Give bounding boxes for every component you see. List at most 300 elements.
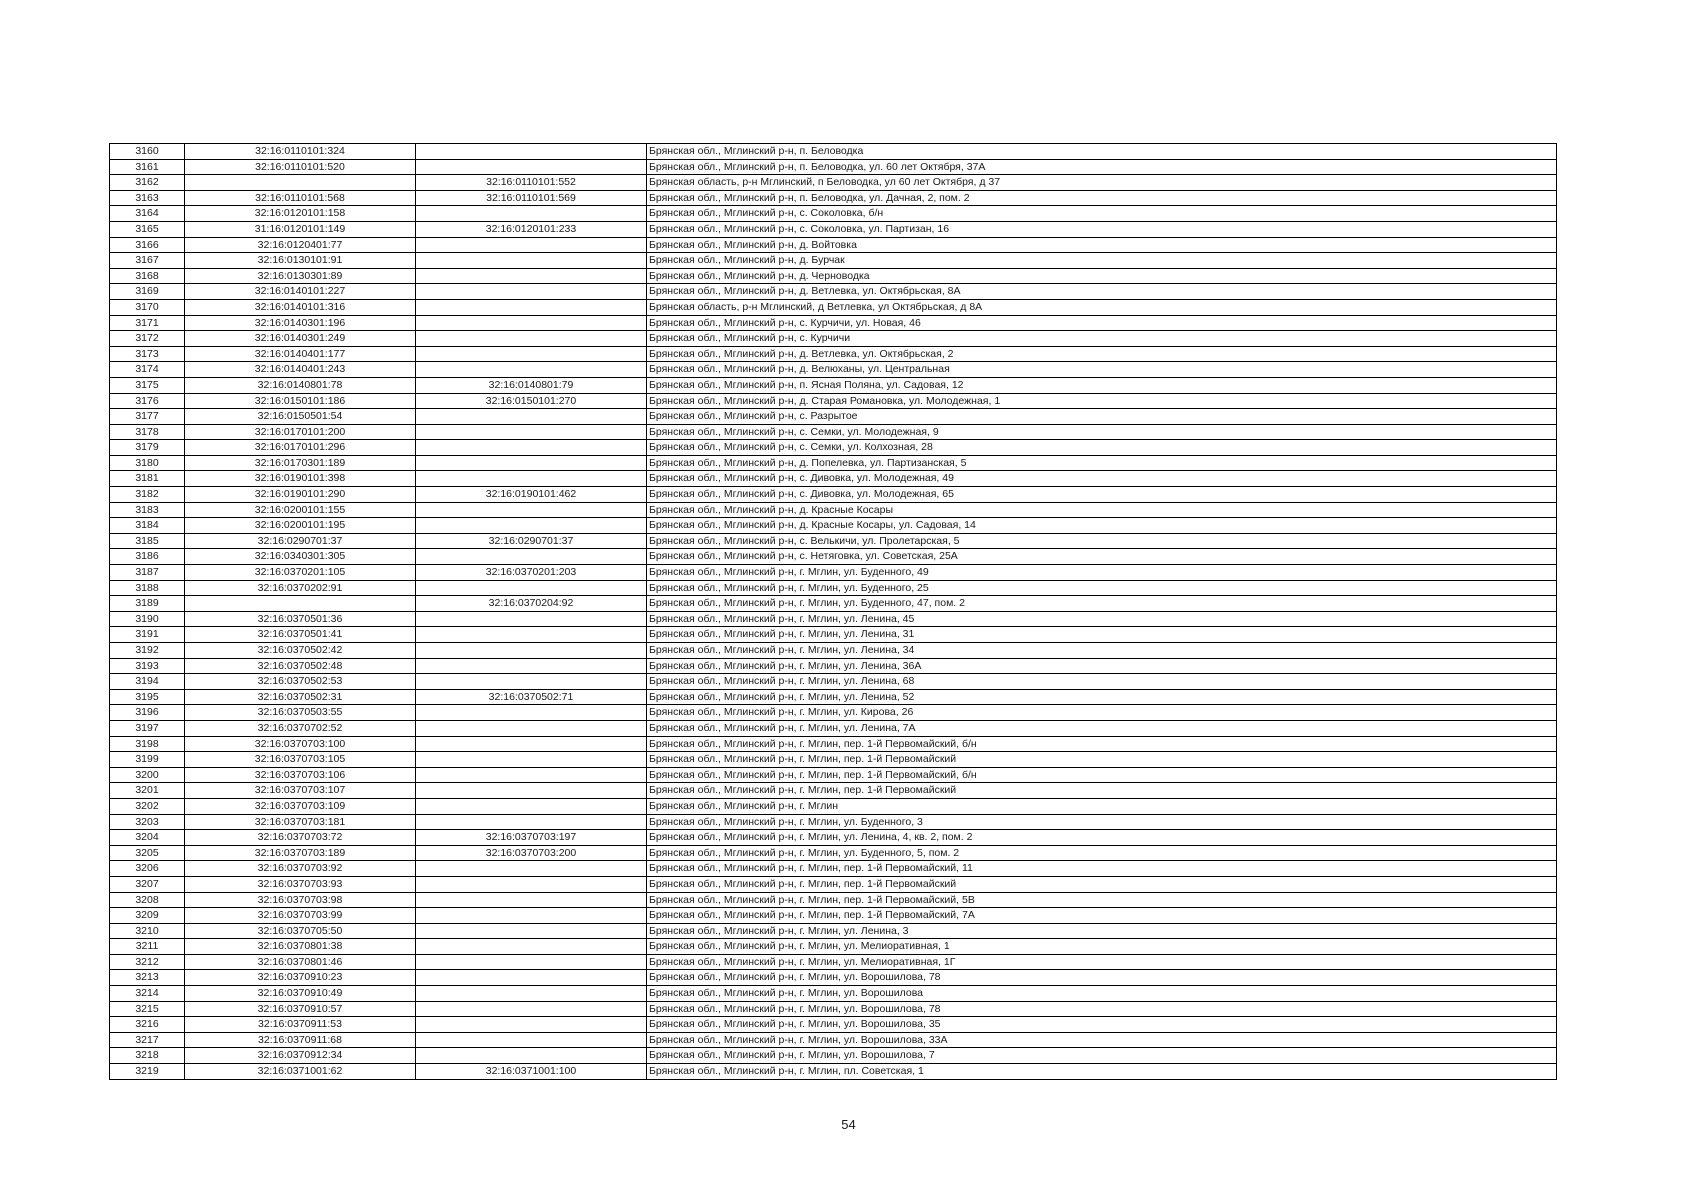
address-cell: Брянская обл., Мглинский р-н, г. Мглин, ул. Ленина, 4, кв. 2, пом. 2	[647, 830, 1557, 846]
table-row	[110, 627, 1557, 643]
address-cell: Брянская обл., Мглинский р-н, г. Мглин, ул. Мелиоративная, 1	[647, 939, 1557, 955]
table-row	[110, 206, 1557, 222]
address-cell: Брянская обл., Мглинский р-н, г. Мглин, ул. Ленина, 52	[647, 689, 1557, 705]
related-cadastral-number-cell	[416, 627, 647, 643]
related-cadastral-number-cell: 32:16:0190101:462	[416, 487, 647, 503]
table-row	[110, 923, 1557, 939]
table-row	[110, 487, 1557, 503]
address-cell: Брянская обл., Мглинский р-н, д. Ветлевка, ул. Октябрьская, 8А	[647, 284, 1557, 300]
table-row	[110, 440, 1557, 456]
address-cell: Брянская обл., Мглинский р-н, г. Мглин, ул. Буденного, 3	[647, 814, 1557, 830]
table-row	[110, 674, 1557, 690]
table-row	[110, 1001, 1557, 1017]
related-cadastral-number-cell	[416, 736, 647, 752]
cadastral-number-cell: 32:16:0110101:568	[185, 190, 416, 206]
table-row	[110, 861, 1557, 877]
table-row	[110, 752, 1557, 768]
related-cadastral-number-cell	[416, 798, 647, 814]
table-row	[110, 1064, 1557, 1080]
table-row	[110, 159, 1557, 175]
address-cell: Брянская обл., Мглинский р-н, с. Дивовка, ул. Молодежная, 65	[647, 487, 1557, 503]
row-number-cell: 3212	[110, 954, 185, 970]
address-cell: Брянская обл., Мглинский р-н, г. Мглин, ул. Ворошилова, 78	[647, 970, 1557, 986]
page-number: 54	[841, 1117, 856, 1132]
cadastral-number-cell: 32:16:0120101:158	[185, 206, 416, 222]
row-number-cell: 3162	[110, 175, 185, 191]
table-row	[110, 346, 1557, 362]
related-cadastral-number-cell	[416, 814, 647, 830]
address-cell: Брянская обл., Мглинский р-н, г. Мглин, ул. Буденного, 5, пом. 2	[647, 845, 1557, 861]
table-row	[110, 970, 1557, 986]
cadastral-number-cell: 32:16:0370703:107	[185, 783, 416, 799]
related-cadastral-number-cell: 32:16:0370703:200	[416, 845, 647, 861]
row-number-cell: 3207	[110, 876, 185, 892]
row-number-cell: 3166	[110, 237, 185, 253]
address-cell: Брянская обл., Мглинский р-н, г. Мглин, ул. Ворошилова, 33А	[647, 1032, 1557, 1048]
address-cell: Брянская обл., Мглинский р-н, с. Нетяговка, ул. Советская, 25А	[647, 549, 1557, 565]
address-cell: Брянская обл., Мглинский р-н, с. Курчичи, ул. Новая, 46	[647, 315, 1557, 331]
cadastral-number-cell: 32:16:0370703:99	[185, 908, 416, 924]
row-number-cell: 3198	[110, 736, 185, 752]
cadastral-number-cell: 32:16:0370202:91	[185, 580, 416, 596]
related-cadastral-number-cell	[416, 954, 647, 970]
cadastral-number-cell: 32:16:0370502:48	[185, 658, 416, 674]
cadastral-number-cell: 32:16:0370703:109	[185, 798, 416, 814]
address-cell: Брянская обл., Мглинский р-н, с. Семки, ул. Колхозная, 28	[647, 440, 1557, 456]
address-cell: Брянская обл., Мглинский р-н, п. Беловодка, ул. Дачная, 2, пом. 2	[647, 190, 1557, 206]
table-row	[110, 580, 1557, 596]
address-cell: Брянская обл., Мглинский р-н, г. Мглин, пер. 1-й Первомайский	[647, 752, 1557, 768]
row-number-cell: 3163	[110, 190, 185, 206]
row-number-cell: 3160	[110, 144, 185, 160]
address-cell: Брянская область, р-н Мглинский, д Ветлевка, ул Октябрьская, д 8А	[647, 299, 1557, 315]
address-cell: Брянская обл., Мглинский р-н, с. Семки, ул. Молодежная, 9	[647, 424, 1557, 440]
registry-table	[109, 143, 1557, 1080]
table-row	[110, 299, 1557, 315]
table-row	[110, 268, 1557, 284]
address-cell: Брянская обл., Мглинский р-н, г. Мглин, ул. Ленина, 36А	[647, 658, 1557, 674]
cadastral-number-cell: 32:16:0370703:92	[185, 861, 416, 877]
address-cell: Брянская обл., Мглинский р-н, г. Мглин, пер. 1-й Первомайский	[647, 783, 1557, 799]
table-row	[110, 908, 1557, 924]
row-number-cell: 3216	[110, 1017, 185, 1033]
table-row	[110, 362, 1557, 378]
table-row	[110, 502, 1557, 518]
row-number-cell: 3173	[110, 346, 185, 362]
row-number-cell: 3203	[110, 814, 185, 830]
cadastral-number-cell: 32:16:0170101:200	[185, 424, 416, 440]
related-cadastral-number-cell: 32:16:0110101:552	[416, 175, 647, 191]
cadastral-number-cell: 32:16:0370201:105	[185, 565, 416, 581]
related-cadastral-number-cell	[416, 908, 647, 924]
related-cadastral-number-cell	[416, 299, 647, 315]
address-cell: Брянская обл., Мглинский р-н, г. Мглин, ул. Буденного, 25	[647, 580, 1557, 596]
row-number-cell: 3176	[110, 393, 185, 409]
related-cadastral-number-cell	[416, 674, 647, 690]
related-cadastral-number-cell	[416, 284, 647, 300]
cadastral-number-cell: 32:16:0140801:78	[185, 377, 416, 393]
related-cadastral-number-cell	[416, 1032, 647, 1048]
address-cell: Брянская обл., Мглинский р-н, г. Мглин, пер. 1-й Первомайский, б/н	[647, 736, 1557, 752]
related-cadastral-number-cell	[416, 643, 647, 659]
row-number-cell: 3188	[110, 580, 185, 596]
related-cadastral-number-cell	[416, 1048, 647, 1064]
row-number-cell: 3168	[110, 268, 185, 284]
related-cadastral-number-cell	[416, 424, 647, 440]
address-cell: Брянская обл., Мглинский р-н, г. Мглин, пл. Советская, 1	[647, 1064, 1557, 1080]
table-row	[110, 190, 1557, 206]
address-cell: Брянская обл., Мглинский р-н, д. Попелевка, ул. Партизанская, 5	[647, 455, 1557, 471]
row-number-cell: 3171	[110, 315, 185, 331]
cadastral-number-cell: 32:16:0370703:100	[185, 736, 416, 752]
table-row	[110, 237, 1557, 253]
row-number-cell: 3172	[110, 331, 185, 347]
cadastral-number-cell	[185, 596, 416, 612]
address-cell: Брянская обл., Мглинский р-н, п. Беловодка, ул. 60 лет Октября, 37А	[647, 159, 1557, 175]
address-cell: Брянская обл., Мглинский р-н, д. Ветлевка, ул. Октябрьская, 2	[647, 346, 1557, 362]
address-cell: Брянская обл., Мглинский р-н, д. Велюханы, ул. Центральная	[647, 362, 1557, 378]
related-cadastral-number-cell	[416, 939, 647, 955]
address-cell: Брянская обл., Мглинский р-н, п. Ясная Поляна, ул. Садовая, 12	[647, 377, 1557, 393]
row-number-cell: 3194	[110, 674, 185, 690]
table-row	[110, 767, 1557, 783]
related-cadastral-number-cell: 32:16:0370502:71	[416, 689, 647, 705]
related-cadastral-number-cell	[416, 502, 647, 518]
related-cadastral-number-cell	[416, 471, 647, 487]
table-row	[110, 689, 1557, 705]
cadastral-number-cell: 32:16:0370703:181	[185, 814, 416, 830]
table-row	[110, 814, 1557, 830]
registry-table-body	[110, 144, 1557, 1080]
related-cadastral-number-cell	[416, 611, 647, 627]
address-cell: Брянская обл., Мглинский р-н, с. Курчичи	[647, 331, 1557, 347]
table-row	[110, 284, 1557, 300]
cadastral-number-cell: 32:16:0370912:34	[185, 1048, 416, 1064]
address-cell: Брянская обл., Мглинский р-н, с. Разрытое	[647, 409, 1557, 425]
row-number-cell: 3177	[110, 409, 185, 425]
address-cell: Брянская обл., Мглинский р-н, с. Дивовка, ул. Молодежная, 49	[647, 471, 1557, 487]
row-number-cell: 3189	[110, 596, 185, 612]
address-cell: Брянская обл., Мглинский р-н, п. Беловодка	[647, 144, 1557, 160]
cadastral-number-cell: 32:16:0170301:189	[185, 455, 416, 471]
related-cadastral-number-cell	[416, 331, 647, 347]
table-row	[110, 1048, 1557, 1064]
cadastral-number-cell: 32:16:0370910:49	[185, 986, 416, 1002]
related-cadastral-number-cell	[416, 518, 647, 534]
row-number-cell: 3199	[110, 752, 185, 768]
table-row	[110, 596, 1557, 612]
related-cadastral-number-cell	[416, 923, 647, 939]
address-cell: Брянская обл., Мглинский р-н, с. Соколовка, ул. Партизан, 16	[647, 221, 1557, 237]
cadastral-number-cell: 32:16:0200101:195	[185, 518, 416, 534]
address-cell: Брянская обл., Мглинский р-н, д. Черноводка	[647, 268, 1557, 284]
cadastral-number-cell: 32:16:0370502:53	[185, 674, 416, 690]
related-cadastral-number-cell	[416, 767, 647, 783]
cadastral-number-cell: 32:16:0140301:196	[185, 315, 416, 331]
table-row	[110, 471, 1557, 487]
row-number-cell: 3215	[110, 1001, 185, 1017]
table-row	[110, 845, 1557, 861]
cadastral-number-cell: 32:16:0370702:52	[185, 720, 416, 736]
related-cadastral-number-cell: 32:16:0150101:270	[416, 393, 647, 409]
related-cadastral-number-cell	[416, 876, 647, 892]
table-row	[110, 1017, 1557, 1033]
address-cell: Брянская обл., Мглинский р-н, с. Соколовка, б/н	[647, 206, 1557, 222]
related-cadastral-number-cell	[416, 970, 647, 986]
row-number-cell: 3208	[110, 892, 185, 908]
cadastral-number-cell	[185, 175, 416, 191]
related-cadastral-number-cell: 32:16:0290701:37	[416, 533, 647, 549]
row-number-cell: 3209	[110, 908, 185, 924]
cadastral-number-cell: 32:16:0190101:290	[185, 487, 416, 503]
row-number-cell: 3167	[110, 253, 185, 269]
address-cell: Брянская обл., Мглинский р-н, г. Мглин	[647, 798, 1557, 814]
address-cell: Брянская обл., Мглинский р-н, г. Мглин, ул. Ленина, 68	[647, 674, 1557, 690]
row-number-cell: 3185	[110, 533, 185, 549]
row-number-cell: 3206	[110, 861, 185, 877]
row-number-cell: 3202	[110, 798, 185, 814]
related-cadastral-number-cell	[416, 783, 647, 799]
address-cell: Брянская обл., Мглинский р-н, г. Мглин, ул. Ворошилова, 7	[647, 1048, 1557, 1064]
table-row	[110, 892, 1557, 908]
address-cell: Брянская обл., Мглинский р-н, г. Мглин, ул. Ленина, 3	[647, 923, 1557, 939]
address-cell: Брянская обл., Мглинский р-н, с. Велькичи, ул. Пролетарская, 5	[647, 533, 1557, 549]
address-cell: Брянская обл., Мглинский р-н, д. Старая Романовка, ул. Молодежная, 1	[647, 393, 1557, 409]
cadastral-number-cell: 32:16:0370703:105	[185, 752, 416, 768]
address-cell: Брянская обл., Мглинский р-н, г. Мглин, пер. 1-й Первомайский, 5В	[647, 892, 1557, 908]
related-cadastral-number-cell	[416, 159, 647, 175]
table-row	[110, 830, 1557, 846]
cadastral-number-cell: 32:16:0370703:98	[185, 892, 416, 908]
related-cadastral-number-cell	[416, 892, 647, 908]
address-cell: Брянская обл., Мглинский р-н, г. Мглин, ул. Ленина, 7А	[647, 720, 1557, 736]
cadastral-number-cell: 32:16:0140301:249	[185, 331, 416, 347]
row-number-cell: 3192	[110, 643, 185, 659]
row-number-cell: 3190	[110, 611, 185, 627]
cadastral-number-cell: 32:16:0371001:62	[185, 1064, 416, 1080]
row-number-cell: 3184	[110, 518, 185, 534]
cadastral-number-cell: 32:16:0370703:106	[185, 767, 416, 783]
cadastral-number-cell: 32:16:0110101:324	[185, 144, 416, 160]
cadastral-number-cell: 32:16:0370801:46	[185, 954, 416, 970]
table-row	[110, 565, 1557, 581]
address-cell: Брянская обл., Мглинский р-н, г. Мглин, ул. Мелиоративная, 1Г	[647, 954, 1557, 970]
address-cell: Брянская обл., Мглинский р-н, г. Мглин, ул. Ворошилова	[647, 986, 1557, 1002]
row-number-cell: 3205	[110, 845, 185, 861]
table-row	[110, 221, 1557, 237]
address-cell: Брянская обл., Мглинский р-н, г. Мглин, пер. 1-й Первомайский, 7А	[647, 908, 1557, 924]
cadastral-number-cell: 32:16:0370502:31	[185, 689, 416, 705]
row-number-cell: 3204	[110, 830, 185, 846]
related-cadastral-number-cell	[416, 253, 647, 269]
row-number-cell: 3164	[110, 206, 185, 222]
cadastral-number-cell: 31:16:0120101:149	[185, 221, 416, 237]
row-number-cell: 3217	[110, 1032, 185, 1048]
cadastral-number-cell: 32:16:0140101:227	[185, 284, 416, 300]
related-cadastral-number-cell	[416, 409, 647, 425]
related-cadastral-number-cell: 32:16:0120101:233	[416, 221, 647, 237]
address-cell: Брянская обл., Мглинский р-н, г. Мглин, ул. Ленина, 45	[647, 611, 1557, 627]
row-number-cell: 3211	[110, 939, 185, 955]
table-row	[110, 144, 1557, 160]
cadastral-number-cell: 32:16:0370911:68	[185, 1032, 416, 1048]
cadastral-number-cell: 32:16:0170101:296	[185, 440, 416, 456]
address-cell: Брянская обл., Мглинский р-н, г. Мглин, ул. Буденного, 47, пом. 2	[647, 596, 1557, 612]
table-row	[110, 518, 1557, 534]
cadastral-number-cell: 32:16:0370705:50	[185, 923, 416, 939]
row-number-cell: 3200	[110, 767, 185, 783]
related-cadastral-number-cell	[416, 752, 647, 768]
related-cadastral-number-cell	[416, 549, 647, 565]
cadastral-number-cell: 32:16:0340301:305	[185, 549, 416, 565]
cadastral-number-cell: 32:16:0110101:520	[185, 159, 416, 175]
cadastral-number-cell: 32:16:0200101:155	[185, 502, 416, 518]
cadastral-number-cell: 32:16:0150101:186	[185, 393, 416, 409]
table-row	[110, 377, 1557, 393]
related-cadastral-number-cell	[416, 144, 647, 160]
table-row	[110, 331, 1557, 347]
cadastral-number-cell: 32:16:0370911:53	[185, 1017, 416, 1033]
related-cadastral-number-cell	[416, 720, 647, 736]
related-cadastral-number-cell	[416, 580, 647, 596]
address-cell: Брянская обл., Мглинский р-н, г. Мглин, ул. Ленина, 31	[647, 627, 1557, 643]
table-row	[110, 986, 1557, 1002]
cadastral-number-cell: 32:16:0370503:55	[185, 705, 416, 721]
table-row	[110, 253, 1557, 269]
table-row	[110, 315, 1557, 331]
table-row	[110, 533, 1557, 549]
row-number-cell: 3195	[110, 689, 185, 705]
table-row	[110, 705, 1557, 721]
row-number-cell: 3178	[110, 424, 185, 440]
row-number-cell: 3179	[110, 440, 185, 456]
row-number-cell: 3183	[110, 502, 185, 518]
related-cadastral-number-cell	[416, 346, 647, 362]
table-row	[110, 783, 1557, 799]
row-number-cell: 3210	[110, 923, 185, 939]
table-row	[110, 409, 1557, 425]
related-cadastral-number-cell	[416, 362, 647, 378]
cadastral-number-cell: 32:16:0150501:54	[185, 409, 416, 425]
cadastral-number-cell: 32:16:0370502:42	[185, 643, 416, 659]
address-cell: Брянская обл., Мглинский р-н, д. Красные Косары, ул. Садовая, 14	[647, 518, 1557, 534]
address-cell: Брянская обл., Мглинский р-н, г. Мглин, пер. 1-й Первомайский	[647, 876, 1557, 892]
row-number-cell: 3197	[110, 720, 185, 736]
cadastral-number-cell: 32:16:0130101:91	[185, 253, 416, 269]
table-row	[110, 736, 1557, 752]
cadastral-number-cell: 32:16:0370703:189	[185, 845, 416, 861]
cadastral-number-cell: 32:16:0130301:89	[185, 268, 416, 284]
address-cell: Брянская обл., Мглинский р-н, г. Мглин, пер. 1-й Первомайский, 11	[647, 861, 1557, 877]
table-row	[110, 876, 1557, 892]
row-number-cell: 3182	[110, 487, 185, 503]
row-number-cell: 3196	[110, 705, 185, 721]
row-number-cell: 3213	[110, 970, 185, 986]
related-cadastral-number-cell	[416, 705, 647, 721]
address-cell: Брянская область, р-н Мглинский, п Беловодка, ул 60 лет Октября, д 37	[647, 175, 1557, 191]
related-cadastral-number-cell	[416, 268, 647, 284]
related-cadastral-number-cell	[416, 1017, 647, 1033]
related-cadastral-number-cell: 32:16:0110101:569	[416, 190, 647, 206]
row-number-cell: 3169	[110, 284, 185, 300]
row-number-cell: 3161	[110, 159, 185, 175]
related-cadastral-number-cell	[416, 237, 647, 253]
address-cell: Брянская обл., Мглинский р-н, г. Мглин, ул. Кирова, 26	[647, 705, 1557, 721]
table-row	[110, 424, 1557, 440]
related-cadastral-number-cell	[416, 986, 647, 1002]
related-cadastral-number-cell	[416, 658, 647, 674]
cadastral-number-cell: 32:16:0290701:37	[185, 533, 416, 549]
address-cell: Брянская обл., Мглинский р-н, д. Красные Косары	[647, 502, 1557, 518]
related-cadastral-number-cell: 32:16:0370204:92	[416, 596, 647, 612]
address-cell: Брянская обл., Мглинский р-н, д. Войтовка	[647, 237, 1557, 253]
table-row	[110, 658, 1557, 674]
cadastral-number-cell: 32:16:0370910:23	[185, 970, 416, 986]
related-cadastral-number-cell: 32:16:0370201:203	[416, 565, 647, 581]
related-cadastral-number-cell	[416, 315, 647, 331]
cadastral-number-cell: 32:16:0140101:316	[185, 299, 416, 315]
row-number-cell: 3180	[110, 455, 185, 471]
cadastral-number-cell: 32:16:0370501:36	[185, 611, 416, 627]
row-number-cell: 3170	[110, 299, 185, 315]
row-number-cell: 3181	[110, 471, 185, 487]
table-row	[110, 643, 1557, 659]
related-cadastral-number-cell	[416, 206, 647, 222]
related-cadastral-number-cell	[416, 1001, 647, 1017]
cadastral-number-cell: 32:16:0370703:72	[185, 830, 416, 846]
table-row	[110, 798, 1557, 814]
table-row	[110, 455, 1557, 471]
row-number-cell: 3201	[110, 783, 185, 799]
related-cadastral-number-cell: 32:16:0140801:79	[416, 377, 647, 393]
address-cell: Брянская обл., Мглинский р-н, г. Мглин, ул. Ворошилова, 35	[647, 1017, 1557, 1033]
related-cadastral-number-cell: 32:16:0371001:100	[416, 1064, 647, 1080]
cadastral-number-cell: 32:16:0190101:398	[185, 471, 416, 487]
row-number-cell: 3174	[110, 362, 185, 378]
cadastral-number-cell: 32:16:0370703:93	[185, 876, 416, 892]
cadastral-number-cell: 32:16:0140401:243	[185, 362, 416, 378]
cadastral-number-cell: 32:16:0370801:38	[185, 939, 416, 955]
related-cadastral-number-cell	[416, 455, 647, 471]
table-row	[110, 549, 1557, 565]
row-number-cell: 3165	[110, 221, 185, 237]
row-number-cell: 3219	[110, 1064, 185, 1080]
address-cell: Брянская обл., Мглинский р-н, г. Мглин, пер. 1-й Первомайский, б/н	[647, 767, 1557, 783]
table-row	[110, 611, 1557, 627]
table-row	[110, 1032, 1557, 1048]
address-cell: Брянская обл., Мглинский р-н, г. Мглин, ул. Ленина, 34	[647, 643, 1557, 659]
row-number-cell: 3191	[110, 627, 185, 643]
row-number-cell: 3214	[110, 986, 185, 1002]
row-number-cell: 3175	[110, 377, 185, 393]
row-number-cell: 3218	[110, 1048, 185, 1064]
cadastral-number-cell: 32:16:0120401:77	[185, 237, 416, 253]
row-number-cell: 3193	[110, 658, 185, 674]
address-cell: Брянская обл., Мглинский р-н, г. Мглин, ул. Ворошилова, 78	[647, 1001, 1557, 1017]
cadastral-number-cell: 32:16:0140401:177	[185, 346, 416, 362]
address-cell: Брянская обл., Мглинский р-н, д. Бурчак	[647, 253, 1557, 269]
related-cadastral-number-cell: 32:16:0370703:197	[416, 830, 647, 846]
related-cadastral-number-cell	[416, 861, 647, 877]
table-row	[110, 175, 1557, 191]
row-number-cell: 3186	[110, 549, 185, 565]
row-number-cell: 3187	[110, 565, 185, 581]
related-cadastral-number-cell	[416, 440, 647, 456]
table-row	[110, 939, 1557, 955]
cadastral-number-cell: 32:16:0370501:41	[185, 627, 416, 643]
address-cell: Брянская обл., Мглинский р-н, г. Мглин, ул. Буденного, 49	[647, 565, 1557, 581]
cadastral-number-cell: 32:16:0370910:57	[185, 1001, 416, 1017]
